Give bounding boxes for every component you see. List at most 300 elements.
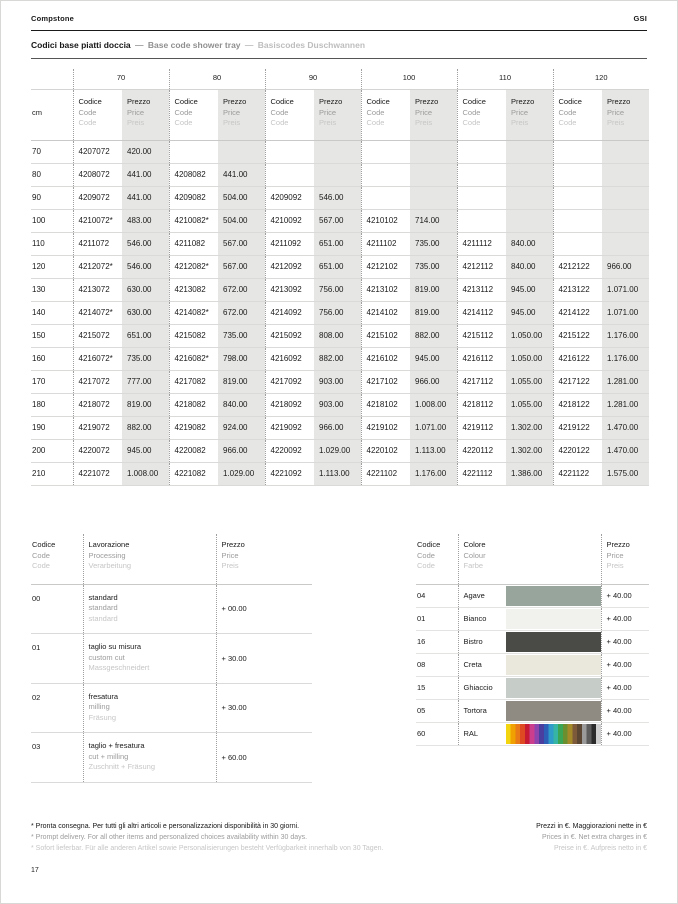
table-row <box>31 324 649 347</box>
product-code <box>265 163 314 186</box>
product-price: 735.00 <box>410 255 457 278</box>
product-price: 1.302.00 <box>506 439 553 462</box>
product-price: 882.00 <box>122 416 169 439</box>
processing-name-line-1: taglio su misura <box>88 642 142 651</box>
product-code: 4212122 <box>553 255 602 278</box>
code-header-line-2: Code <box>558 107 577 117</box>
price-header-line-2: Price <box>415 107 433 117</box>
product-price: 1.575.00 <box>602 462 649 485</box>
price-note-german: Preise in €. Aufpreis netto in € <box>554 845 647 852</box>
product-code: 4219092 <box>265 416 314 439</box>
product-price: 808.00 <box>314 324 361 347</box>
processing-table-body <box>31 584 312 782</box>
product-price: 1.029.00 <box>218 462 265 485</box>
product-code <box>553 232 602 255</box>
product-code <box>361 186 410 209</box>
product-code: 4211102 <box>361 232 410 255</box>
code-column-header <box>361 90 410 141</box>
color-code: 15 <box>416 676 458 699</box>
product-code <box>457 209 506 232</box>
processing-name-line-3: Fräsung <box>88 712 117 722</box>
product-code: 4211112 <box>457 232 506 255</box>
code-header-line-2: Code <box>270 107 289 117</box>
color-name: Bianco <box>458 607 506 630</box>
price-header-line-1: Prezzo <box>511 97 535 106</box>
product-price: 1.113.00 <box>314 462 361 485</box>
price-header-line-3: Preis <box>319 118 337 127</box>
color-code-header <box>416 534 458 584</box>
row-size-label: 160 <box>31 347 73 370</box>
product-price <box>410 163 457 186</box>
code-header-line-3: Code <box>174 118 193 127</box>
table-row <box>31 462 649 485</box>
product-price: 504.00 <box>218 186 265 209</box>
group-width-label: 80 <box>169 69 265 90</box>
code-column-header <box>73 90 122 141</box>
product-price: 651.00 <box>314 255 361 278</box>
product-code: 4218082 <box>169 393 218 416</box>
product-price: 441.00 <box>122 163 169 186</box>
proc-price-header-line-1: Prezzo <box>221 540 245 549</box>
title-separator: — <box>244 40 254 50</box>
proc-code-header-line-2: Code <box>32 550 50 560</box>
product-price: 567.00 <box>218 232 265 255</box>
product-code <box>361 163 410 186</box>
product-code: 4217102 <box>361 370 410 393</box>
color-swatch-cell <box>506 653 601 676</box>
processing-table <box>31 534 312 783</box>
color-swatch <box>506 586 601 606</box>
color-swatch-cell <box>506 699 601 722</box>
processing-code-header <box>31 534 83 584</box>
color-row <box>416 699 649 722</box>
title-english: Base code shower tray <box>147 40 241 50</box>
processing-name-line-2: custom cut <box>88 652 125 662</box>
product-code: 4217082 <box>169 370 218 393</box>
price-notes <box>536 821 647 854</box>
product-code: 4216102 <box>361 347 410 370</box>
row-size-label: 170 <box>31 370 73 393</box>
color-swatch <box>506 655 601 675</box>
code-header-line-2: Code <box>78 107 97 117</box>
product-price: 714.00 <box>410 209 457 232</box>
product-code: 4221112 <box>457 462 506 485</box>
product-code: 4213102 <box>361 278 410 301</box>
product-price: 1.008.00 <box>410 393 457 416</box>
color-name-header-line-2: Colour <box>463 550 486 560</box>
price-header-line-3: Preis <box>127 118 145 127</box>
group-header-row <box>31 69 649 90</box>
product-code <box>553 140 602 163</box>
top-bar <box>31 1 647 31</box>
product-price: 819.00 <box>410 301 457 324</box>
product-price <box>314 140 361 163</box>
product-code: 4210092 <box>265 209 314 232</box>
color-swatch <box>506 632 601 652</box>
processing-name-header <box>83 534 216 584</box>
row-size-label: 200 <box>31 439 73 462</box>
product-code: 4209072 <box>73 186 122 209</box>
product-price: 924.00 <box>218 416 265 439</box>
color-price: + 40.00 <box>601 584 649 607</box>
processing-row <box>31 584 312 634</box>
color-swatch-cell <box>506 607 601 630</box>
product-code: 4214102 <box>361 301 410 324</box>
product-code: 4212082* <box>169 255 218 278</box>
product-price: 945.00 <box>410 347 457 370</box>
product-price: 1.176.00 <box>410 462 457 485</box>
product-code: 4221102 <box>361 462 410 485</box>
color-row <box>416 630 649 653</box>
price-header-line-1: Prezzo <box>319 97 343 106</box>
processing-row <box>31 683 312 733</box>
color-price: + 40.00 <box>601 699 649 722</box>
processing-name-line-1: fresatura <box>88 691 119 701</box>
product-price <box>506 186 553 209</box>
color-swatch-header <box>506 534 601 584</box>
color-price: + 40.00 <box>601 676 649 699</box>
product-price: 441.00 <box>218 163 265 186</box>
price-column-header <box>602 90 649 141</box>
product-code: 4215122 <box>553 324 602 347</box>
processing-name-line-2: standard <box>88 603 118 612</box>
price-header-line-2: Price <box>223 107 241 117</box>
processing-code: 03 <box>31 733 83 783</box>
product-price: 840.00 <box>506 255 553 278</box>
product-price: 567.00 <box>218 255 265 278</box>
price-header-line-2: Price <box>607 107 625 117</box>
product-price: 420.00 <box>122 140 169 163</box>
color-swatch <box>506 609 601 629</box>
product-code: 4216082* <box>169 347 218 370</box>
product-price: 945.00 <box>506 301 553 324</box>
row-size-label: 210 <box>31 462 73 485</box>
product-code: 4220082 <box>169 439 218 462</box>
code-header-line-2: Code <box>174 107 193 117</box>
cm-unit-label: cm <box>31 90 73 141</box>
row-size-label: 70 <box>31 140 73 163</box>
brand-logo-text: GSI <box>633 14 647 23</box>
product-code: 4213092 <box>265 278 314 301</box>
processing-name <box>83 584 216 634</box>
proc-price-header-line-2: Price <box>221 550 239 560</box>
processing-name-line-3: Massgeschneidert <box>88 663 150 672</box>
color-code: 60 <box>416 722 458 745</box>
product-code: 4217112 <box>457 370 506 393</box>
product-code: 4216122 <box>553 347 602 370</box>
price-header-line-1: Prezzo <box>127 97 151 106</box>
processing-name-line-3: standard <box>88 613 118 623</box>
product-price: 1.281.00 <box>602 393 649 416</box>
color-price: + 40.00 <box>601 653 649 676</box>
product-price: 1.470.00 <box>602 416 649 439</box>
product-code: 4217072 <box>73 370 122 393</box>
color-code-header-line-2: Code <box>417 550 435 560</box>
processing-name-line-1: taglio + fresatura <box>88 741 145 750</box>
table-row <box>31 255 649 278</box>
product-price: 546.00 <box>122 255 169 278</box>
product-price: 441.00 <box>122 186 169 209</box>
table-row <box>31 347 649 370</box>
table-row <box>31 393 649 416</box>
product-code: 4214072* <box>73 301 122 324</box>
color-code: 08 <box>416 653 458 676</box>
product-price: 777.00 <box>122 370 169 393</box>
color-table-body <box>416 584 649 745</box>
color-code-header-line-3: Code <box>417 561 435 570</box>
product-code: 4208072 <box>73 163 122 186</box>
color-name: Bistro <box>458 630 506 653</box>
proc-code-header-line-1: Codice <box>32 540 56 549</box>
price-header-line-2: Price <box>127 107 145 117</box>
product-price: 651.00 <box>314 232 361 255</box>
table-row <box>31 232 649 255</box>
delivery-note-italian: * Pronta consegna. Per tutti gli altri articoli e personalizzazioni disponibilità in 30 giorni. <box>31 823 300 830</box>
code-header-line-1: Codice <box>558 97 582 106</box>
color-row <box>416 676 649 699</box>
page-title <box>31 40 647 59</box>
product-code <box>457 186 506 209</box>
color-name-header-line-1: Colore <box>463 540 486 549</box>
product-code: 4212112 <box>457 255 506 278</box>
product-code: 4220112 <box>457 439 506 462</box>
color-price-header-line-1: Prezzo <box>606 540 630 549</box>
product-price: 1.176.00 <box>602 324 649 347</box>
color-code: 01 <box>416 607 458 630</box>
product-code: 4207072 <box>73 140 122 163</box>
product-code: 4213072 <box>73 278 122 301</box>
product-code: 4214122 <box>553 301 602 324</box>
processing-price-header <box>216 534 312 584</box>
price-header-line-3: Preis <box>415 118 433 127</box>
product-price: 966.00 <box>410 370 457 393</box>
product-code: 4215072 <box>73 324 122 347</box>
product-code: 4220072 <box>73 439 122 462</box>
product-price: 882.00 <box>314 347 361 370</box>
product-price: 966.00 <box>314 416 361 439</box>
color-swatch-cell <box>506 676 601 699</box>
product-code: 4220092 <box>265 439 314 462</box>
color-price: + 40.00 <box>601 722 649 745</box>
product-code: 4211072 <box>73 232 122 255</box>
product-price: 1.029.00 <box>314 439 361 462</box>
footnotes <box>31 821 647 854</box>
price-table-head <box>31 69 649 140</box>
price-header-line-1: Prezzo <box>415 97 439 106</box>
color-row <box>416 607 649 630</box>
code-column-header <box>457 90 506 141</box>
product-code: 4219082 <box>169 416 218 439</box>
price-header-line-3: Preis <box>607 118 625 127</box>
table-row <box>31 163 649 186</box>
table-row <box>31 370 649 393</box>
color-code: 04 <box>416 584 458 607</box>
price-column-header <box>218 90 265 141</box>
code-header-line-3: Code <box>270 118 289 127</box>
group-width-label: 90 <box>265 69 361 90</box>
row-size-label: 190 <box>31 416 73 439</box>
color-swatch-cell <box>506 722 601 745</box>
processing-price: + 60.00 <box>216 733 312 783</box>
group-width-label: 70 <box>73 69 169 90</box>
group-width-label: 120 <box>553 69 649 90</box>
product-code <box>265 140 314 163</box>
row-size-label: 120 <box>31 255 73 278</box>
product-code: 4219102 <box>361 416 410 439</box>
processing-code: 02 <box>31 683 83 733</box>
color-name: Agave <box>458 584 506 607</box>
product-code: 4210082* <box>169 209 218 232</box>
product-price <box>506 209 553 232</box>
product-code: 4209092 <box>265 186 314 209</box>
product-price: 1.176.00 <box>602 347 649 370</box>
row-size-label: 100 <box>31 209 73 232</box>
product-code <box>457 140 506 163</box>
processing-table-head <box>31 534 312 584</box>
code-header-line-1: Codice <box>270 97 294 106</box>
code-header-line-1: Codice <box>366 97 390 106</box>
color-name: Tortora <box>458 699 506 722</box>
product-price: 1.281.00 <box>602 370 649 393</box>
code-header-line-3: Code <box>558 118 577 127</box>
color-price-header <box>601 534 649 584</box>
product-code: 4208082 <box>169 163 218 186</box>
color-table-head <box>416 534 649 584</box>
color-code: 16 <box>416 630 458 653</box>
product-price: 1.302.00 <box>506 416 553 439</box>
product-price: 882.00 <box>410 324 457 347</box>
processing-header-row <box>31 534 312 584</box>
color-row <box>416 584 649 607</box>
product-price: 546.00 <box>314 186 361 209</box>
code-column-header <box>169 90 218 141</box>
price-table <box>31 69 649 486</box>
product-price: 819.00 <box>122 393 169 416</box>
product-code: 4210102 <box>361 209 410 232</box>
product-code: 4219122 <box>553 416 602 439</box>
code-column-header <box>553 90 602 141</box>
table-row <box>31 439 649 462</box>
product-price: 504.00 <box>218 209 265 232</box>
title-german: Basiscodes Duschwannen <box>257 40 366 50</box>
table-row <box>31 301 649 324</box>
proc-code-header-line-3: Code <box>32 561 50 570</box>
product-code: 4216072* <box>73 347 122 370</box>
product-code: 4218072 <box>73 393 122 416</box>
product-code: 4221092 <box>265 462 314 485</box>
product-price: 1.071.00 <box>602 301 649 324</box>
product-code: 4211092 <box>265 232 314 255</box>
processing-name-line-2: cut + milling <box>88 751 129 761</box>
processing-name-line-2: milling <box>88 702 110 711</box>
product-price <box>314 163 361 186</box>
color-table <box>416 534 649 746</box>
row-size-label: 110 <box>31 232 73 255</box>
delivery-note-german: * Sofort lieferbar. Für alle anderen Artikel sowie Personalisierungen besteht Verfügbarkeit innerhalb von 30 Tagen. <box>31 845 384 852</box>
color-swatch <box>506 701 601 721</box>
product-price: 630.00 <box>122 278 169 301</box>
product-price <box>602 186 649 209</box>
row-size-label: 140 <box>31 301 73 324</box>
product-code: 4216092 <box>265 347 314 370</box>
product-price: 756.00 <box>314 278 361 301</box>
product-price: 798.00 <box>218 347 265 370</box>
product-code: 4217092 <box>265 370 314 393</box>
price-column-header <box>122 90 169 141</box>
product-price: 966.00 <box>218 439 265 462</box>
price-column-header <box>506 90 553 141</box>
product-price <box>602 163 649 186</box>
product-price: 1.008.00 <box>122 462 169 485</box>
table-row <box>31 416 649 439</box>
color-name: RAL <box>458 722 506 745</box>
processing-row <box>31 634 312 684</box>
color-price: + 40.00 <box>601 607 649 630</box>
price-table-body <box>31 140 649 485</box>
product-code: 4220122 <box>553 439 602 462</box>
processing-name-line-1: standard <box>88 592 118 602</box>
product-code: 4218112 <box>457 393 506 416</box>
product-price <box>602 140 649 163</box>
product-price: 840.00 <box>218 393 265 416</box>
product-price: 903.00 <box>314 393 361 416</box>
processing-price: + 30.00 <box>216 634 312 684</box>
product-price: 630.00 <box>122 301 169 324</box>
price-column-header <box>314 90 361 141</box>
row-size-label: 130 <box>31 278 73 301</box>
product-price: 819.00 <box>218 370 265 393</box>
product-code: 4221072 <box>73 462 122 485</box>
color-price: + 40.00 <box>601 630 649 653</box>
product-code: 4210072* <box>73 209 122 232</box>
title-italian: Codici base piatti doccia <box>31 40 131 50</box>
product-price: 1.050.00 <box>506 324 553 347</box>
delivery-note-english: * Prompt delivery. For all other items and personalized choices availability within 30 days. <box>31 834 308 841</box>
product-price: 1.470.00 <box>602 439 649 462</box>
proc-price-header-line-3: Preis <box>221 561 239 570</box>
product-price <box>410 186 457 209</box>
code-header-line-1: Codice <box>174 97 198 106</box>
price-header-line-2: Price <box>319 107 337 117</box>
product-price: 735.00 <box>218 324 265 347</box>
product-code: 4216112 <box>457 347 506 370</box>
product-price: 1.055.00 <box>506 370 553 393</box>
product-code <box>553 163 602 186</box>
product-price: 483.00 <box>122 209 169 232</box>
proc-name-header-line-1: Lavorazione <box>88 540 130 549</box>
row-size-label: 90 <box>31 186 73 209</box>
color-swatch <box>506 678 601 698</box>
product-code <box>169 140 218 163</box>
product-code: 4215112 <box>457 324 506 347</box>
product-code: 4219072 <box>73 416 122 439</box>
product-price <box>218 140 265 163</box>
product-code <box>457 163 506 186</box>
product-price: 1.071.00 <box>602 278 649 301</box>
product-price: 756.00 <box>314 301 361 324</box>
price-column-header <box>410 90 457 141</box>
product-price: 966.00 <box>602 255 649 278</box>
color-name: Ghiaccio <box>458 676 506 699</box>
color-code-header-line-1: Codice <box>417 540 441 549</box>
product-code: 4221082 <box>169 462 218 485</box>
product-price: 672.00 <box>218 278 265 301</box>
product-code: 4219112 <box>457 416 506 439</box>
product-code <box>361 140 410 163</box>
product-code: 4212072* <box>73 255 122 278</box>
processing-name <box>83 733 216 783</box>
product-price: 1.050.00 <box>506 347 553 370</box>
